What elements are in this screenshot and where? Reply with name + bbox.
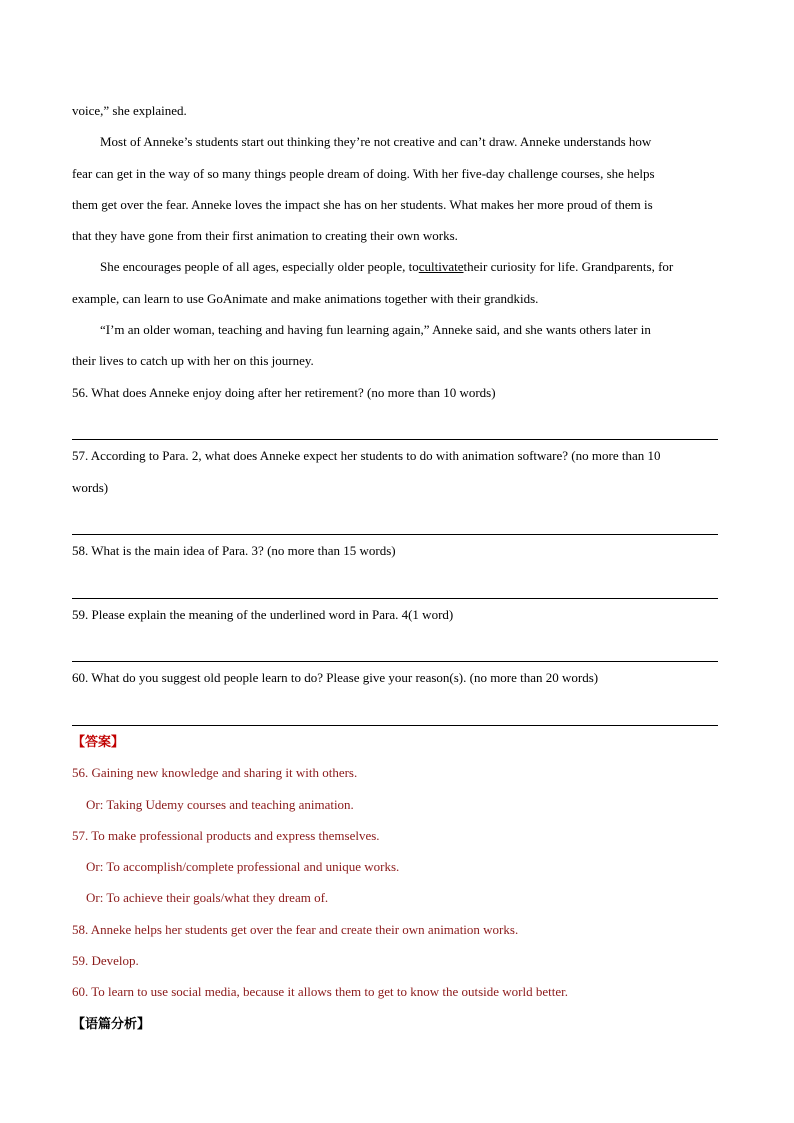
answer-56-alt: Or: Taking Udemy courses and teaching animation. [86, 796, 354, 812]
passage-line: Most of Anneke’s students start out thinking they’re not creative and can’t draw. Anneke understands how [100, 134, 652, 150]
answer-blank[interactable] [72, 566, 718, 597]
question-56: 56. What does Anneke enjoy doing after her retirement? (no more than 10 words) [72, 384, 496, 400]
question-58: 58. What is the main idea of Para. 3? (no more than 15 words) [72, 543, 396, 559]
passage-line: that they have gone from their first animation to creating their own works. [72, 228, 458, 244]
answer-56: 56. Gaining new knowledge and sharing it with others. [72, 765, 358, 781]
answer-blank[interactable] [72, 694, 718, 725]
document-page [72, 95, 718, 1039]
passage-line: them get over the fear. Anneke loves the impact she has on her students. What makes her more proud of them is [72, 196, 653, 212]
answer-60: 60. To learn to use social media, because it allows them to get to know the outside world better. [72, 984, 568, 1000]
passage-line: their lives to catch up with her on this journey. [72, 353, 314, 369]
underlined-word: cultivate [418, 259, 464, 275]
passage-text: She encourages people of all ages, especially older people, to [100, 259, 419, 275]
answer-blank[interactable] [72, 503, 718, 534]
analysis-heading: 【语篇分析】 [72, 1015, 151, 1031]
passage-text: their curiosity for life. Grandparents, for [463, 259, 674, 275]
question-59: 59. Please explain the meaning of the underlined word in Para. 4(1 word) [72, 606, 454, 622]
answer-blank[interactable] [72, 408, 718, 439]
answer-59: 59. Develop. [72, 953, 139, 969]
answer-58: 58. Anneke helps her students get over the fear and create their own animation works. [72, 921, 519, 937]
passage-line: voice,” she explained. [72, 103, 187, 118]
question-60: 60. What do you suggest old people learn to do? Please give your reason(s). (no more than 20 words) [72, 670, 599, 686]
answer-57: 57. To make professional products and express themselves. [72, 827, 380, 843]
passage-line [72, 251, 718, 282]
passage-line: fear can get in the way of so many things people dream of doing. With her five-day challenge courses, she helps [72, 165, 655, 181]
passage-line: example, can learn to use GoAnimate and make animations together with their grandkids. [72, 290, 539, 306]
answers-heading: 【答案】 [72, 733, 125, 749]
answer-57-alt: Or: To accomplish/complete professional and unique works. [86, 859, 400, 875]
question-57: 57. According to Para. 2, what does Anneke expect her students to do with animation software? (no more than 10 [72, 448, 661, 464]
answer-blank[interactable] [72, 630, 718, 661]
question-57-cont: words) [72, 479, 109, 495]
passage-line: “I’m an older woman, teaching and having fun learning again,” Anneke said, and she wants others later in [100, 322, 651, 338]
answer-57-alt: Or: To achieve their goals/what they dream of. [86, 890, 329, 906]
